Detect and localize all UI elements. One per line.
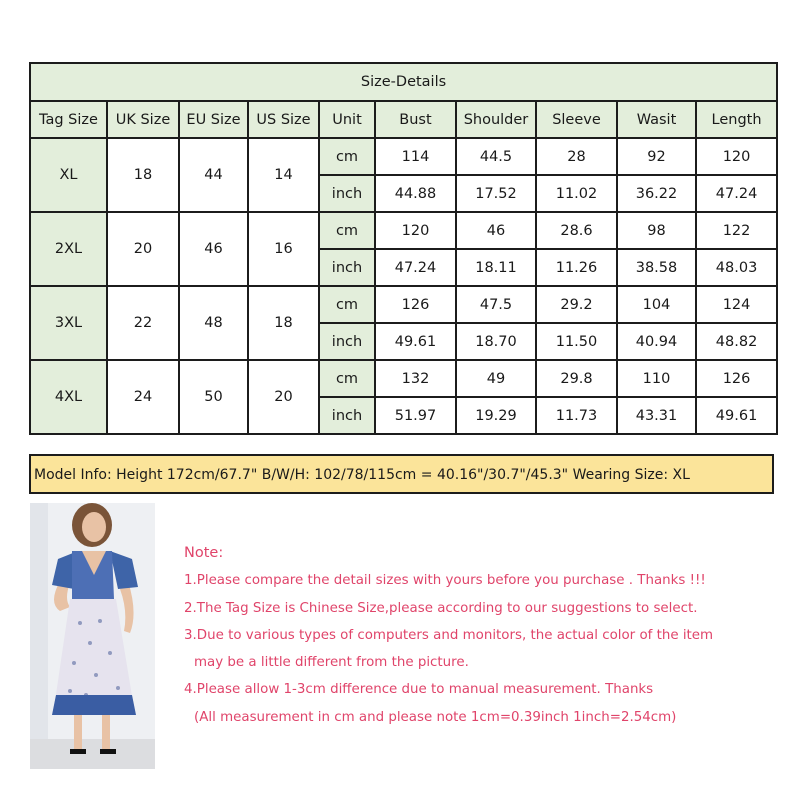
eu-size: 44 — [179, 138, 248, 212]
waist: 43.31 — [617, 397, 696, 434]
waist: 98 — [617, 212, 696, 249]
unit: inch — [319, 249, 375, 286]
notes-section — [184, 540, 713, 731]
size-chart — [29, 62, 776, 435]
col-header: Wasit — [617, 101, 696, 138]
col-header: Sleeve — [536, 101, 617, 138]
eu-size: 50 — [179, 360, 248, 434]
bust: 120 — [375, 212, 456, 249]
bust: 114 — [375, 138, 456, 175]
bust: 47.24 — [375, 249, 456, 286]
sleeve: 28 — [536, 138, 617, 175]
note-line: (All measurement in cm and please note 1cm=0.39inch 1inch=2.54cm) — [194, 709, 677, 725]
us-size: 16 — [248, 212, 319, 286]
shoulder: 19.29 — [456, 397, 536, 434]
sleeve: 29.8 — [536, 360, 617, 397]
unit: cm — [319, 360, 375, 397]
us-size: 14 — [248, 138, 319, 212]
eu-size: 46 — [179, 212, 248, 286]
table-row — [30, 138, 777, 175]
shoulder: 46 — [456, 212, 536, 249]
unit: cm — [319, 286, 375, 323]
unit: inch — [319, 175, 375, 212]
us-size: 20 — [248, 360, 319, 434]
waist: 38.58 — [617, 249, 696, 286]
sleeve: 11.50 — [536, 323, 617, 360]
col-header: US Size — [248, 101, 319, 138]
waist: 92 — [617, 138, 696, 175]
shoulder: 17.52 — [456, 175, 536, 212]
sleeve: 11.73 — [536, 397, 617, 434]
col-header: Length — [696, 101, 777, 138]
tag-size: 2XL — [30, 212, 107, 286]
tag-size: 3XL — [30, 286, 107, 360]
eu-size: 48 — [179, 286, 248, 360]
note-line: 3.Due to various types of computers and monitors, the actual color of the item — [184, 627, 714, 643]
uk-size: 20 — [107, 212, 179, 286]
waist: 110 — [617, 360, 696, 397]
note-line: 1.Please compare the detail sizes with yours before you purchase . Thanks !!! — [184, 573, 706, 589]
table-row — [30, 360, 777, 397]
note-line: may be a little different from the picture. — [194, 655, 469, 671]
header-row — [30, 101, 777, 138]
model-photo — [30, 503, 155, 769]
col-header: Unit — [319, 101, 375, 138]
length: 49.61 — [696, 397, 777, 434]
dress-model-image — [30, 503, 155, 769]
bust: 126 — [375, 286, 456, 323]
waist: 36.22 — [617, 175, 696, 212]
bust: 49.61 — [375, 323, 456, 360]
tag-size: 4XL — [30, 360, 107, 434]
length: 122 — [696, 212, 777, 249]
model-info-bar: Model Info: Height 172cm/67.7" B/W/H: 102/78/115cm = 40.16"/30.7"/45.3" Wearing Size: XL — [29, 454, 774, 494]
length: 126 — [696, 360, 777, 397]
sleeve: 29.2 — [536, 286, 617, 323]
note-line: 4.Please allow 1-3cm difference due to manual measurement. Thanks — [184, 682, 654, 698]
us-size: 18 — [248, 286, 319, 360]
waist: 40.94 — [617, 323, 696, 360]
sleeve: 11.02 — [536, 175, 617, 212]
bust: 44.88 — [375, 175, 456, 212]
length: 120 — [696, 138, 777, 175]
shoulder: 18.70 — [456, 323, 536, 360]
shoulder: 49 — [456, 360, 536, 397]
col-header: Tag Size — [30, 101, 107, 138]
bust: 51.97 — [375, 397, 456, 434]
uk-size: 22 — [107, 286, 179, 360]
length: 48.03 — [696, 249, 777, 286]
col-header: Bust — [375, 101, 456, 138]
table-title: Size-Details — [30, 63, 777, 101]
waist: 104 — [617, 286, 696, 323]
col-header: UK Size — [107, 101, 179, 138]
bust: 132 — [375, 360, 456, 397]
notes-title: Note: — [184, 545, 224, 561]
shoulder: 18.11 — [456, 249, 536, 286]
length: 48.82 — [696, 323, 777, 360]
col-header: EU Size — [179, 101, 248, 138]
uk-size: 18 — [107, 138, 179, 212]
shoulder: 44.5 — [456, 138, 536, 175]
unit: inch — [319, 397, 375, 434]
unit: cm — [319, 138, 375, 175]
length: 124 — [696, 286, 777, 323]
length: 47.24 — [696, 175, 777, 212]
note-line: 2.The Tag Size is Chinese Size,please according to our suggestions to select. — [184, 600, 698, 616]
unit: inch — [319, 323, 375, 360]
col-header: Shoulder — [456, 101, 536, 138]
sleeve: 11.26 — [536, 249, 617, 286]
tag-size: XL — [30, 138, 107, 212]
unit: cm — [319, 212, 375, 249]
sleeve: 28.6 — [536, 212, 617, 249]
size-table — [29, 62, 778, 435]
table-row — [30, 286, 777, 323]
shoulder: 47.5 — [456, 286, 536, 323]
uk-size: 24 — [107, 360, 179, 434]
table-row — [30, 212, 777, 249]
